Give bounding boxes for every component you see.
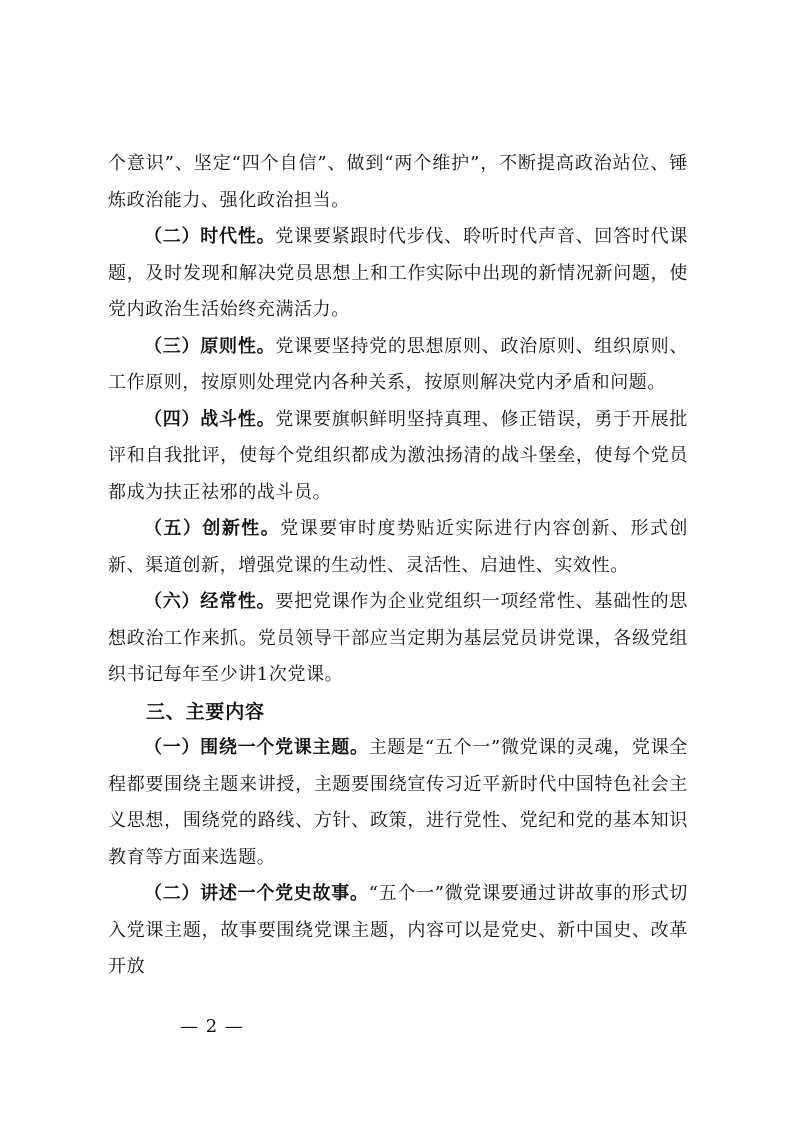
paragraph-text: 党课要紧跟时代步伐、聆听时代声音、回答时代课题，及时发现和解决党员思想上和工作实际中出现的新情况新问题，使党内政治生活始终充满活力。 bbox=[108, 226, 689, 320]
paragraph-text: “五个一”微党课要通过讲故事的形式切入党课主题，故事要围绕党课主题，内容可以是党史、新中国史、改革开放 bbox=[108, 883, 688, 977]
section-heading: 三、主要内容 bbox=[146, 700, 265, 723]
paragraph-text: 个意识”、坚定“四个自信”、做到“两个维护”，不断提高政治站位、锤炼政治能力、强化政治担当。 bbox=[108, 153, 688, 211]
paragraph-principle bbox=[108, 329, 688, 402]
paragraph-lead: （六）经常性。 bbox=[144, 591, 276, 612]
paragraph-timeliness bbox=[108, 219, 688, 329]
page-number: — 2 — bbox=[180, 1016, 244, 1037]
paragraph-innovation bbox=[108, 511, 688, 584]
paragraph-lead: （二）讲述一个党史故事。 bbox=[144, 883, 369, 904]
paragraph-text: 主题是“五个一”微党课的灵魂，党课全程都要围绕主题来讲授，主题要围绕宣传习近平新时代中国特色社会主义思想，围绕党的路线、方针、政策，进行党性、党纪和党的基本知识教育等方面来选题。 bbox=[108, 737, 688, 868]
document-body bbox=[108, 146, 688, 986]
paragraph-lead: （四）战斗性。 bbox=[144, 408, 276, 430]
paragraph-text: 要把党课作为企业党组织一项经常性、基础性的思想政治工作来抓。党员领导干部应当定期为基层党员讲党课，各级党组织书记每年至少讲1次党课。 bbox=[108, 591, 689, 685]
paragraph-lead: （二）时代性。 bbox=[144, 226, 276, 247]
paragraph-continuation bbox=[108, 146, 688, 219]
paragraph-text: 党课要旗帜鲜明坚持真理、修正错误，勇于开展批评和自我批评，使每个党组织都成为激浊扬清的战斗堡垒，使每个党员都成为扶正祛邪的战斗员。 bbox=[108, 408, 689, 503]
paragraph-text: 党课要坚持党的思想原则、政治原则、组织原则、工作原则，按原则处理党内各种关系，按原则解决党内矛盾和问题。 bbox=[108, 335, 689, 393]
paragraph-story bbox=[108, 876, 688, 986]
paragraph-lead: （一）围绕一个党课主题。 bbox=[144, 737, 369, 758]
paragraph-combativeness bbox=[108, 402, 688, 512]
paragraph-regularity bbox=[108, 584, 688, 694]
paragraph-text: 党课要审时度势贴近实际进行内容创新、形式创新、渠道创新，增强党课的生动性、灵活性、启迪性、实效性。 bbox=[108, 518, 688, 576]
paragraph-lead: （三）原则性。 bbox=[144, 335, 276, 357]
paragraph-lead: （五）创新性。 bbox=[144, 518, 281, 539]
paragraph-theme bbox=[108, 730, 688, 876]
